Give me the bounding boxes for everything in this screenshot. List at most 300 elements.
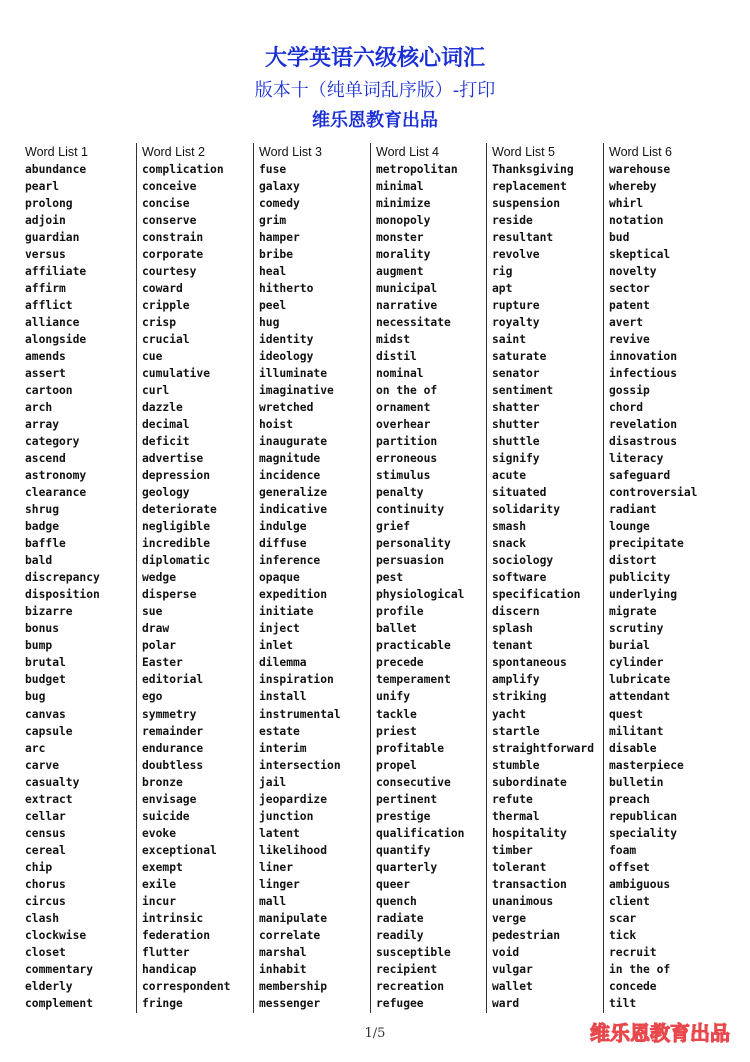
word-item: distort (609, 554, 657, 568)
word-item: profitable (376, 741, 445, 755)
word-item: shutter (492, 418, 540, 432)
word-item: alliance (25, 316, 80, 330)
word-list-4 (370, 143, 487, 1013)
word-item: bud (609, 231, 630, 245)
word-item: bronze (142, 775, 183, 789)
word-item: pedestrian (492, 928, 561, 942)
word-item: wedge (142, 571, 177, 585)
word-item: tenant (492, 639, 533, 653)
word-item: inspiration (259, 673, 334, 687)
word-item: stimulus (376, 469, 431, 483)
word-item: subordinate (492, 775, 567, 789)
word-item: ascend (25, 452, 66, 466)
word-item: elderly (25, 979, 73, 993)
word-item: nominal (376, 367, 424, 381)
word-item: shuttle (492, 435, 540, 449)
word-item: interim (259, 741, 307, 755)
word-item: curl (142, 384, 170, 398)
word-list-title: Word List 2 (142, 145, 205, 159)
word-item: Easter (142, 656, 183, 670)
word-item: innovation (609, 350, 678, 364)
word-item: startle (492, 724, 540, 738)
word-item: sector (609, 282, 650, 296)
word-item: persuasion (376, 554, 445, 568)
word-item: sue (142, 605, 163, 619)
word-item: readily (376, 928, 424, 942)
word-item: affiliate (25, 265, 87, 279)
word-list-3 (253, 143, 370, 1013)
word-list-title: Word List 4 (376, 145, 439, 159)
word-item: constrain (142, 231, 204, 245)
word-item: intrinsic (142, 911, 204, 925)
word-item: hamper (259, 231, 300, 245)
word-item: timber (492, 843, 533, 857)
word-item: hoist (259, 418, 294, 432)
word-item: scar (609, 911, 637, 925)
word-item: grief (376, 520, 411, 534)
word-item: foam (609, 843, 637, 857)
word-item: continuity (376, 503, 445, 517)
word-item: prestige (376, 809, 431, 823)
word-item: latent (259, 826, 300, 840)
word-item: badge (25, 520, 60, 534)
word-item: advertise (142, 452, 204, 466)
word-item: diplomatic (142, 554, 211, 568)
word-item: grim (259, 214, 287, 228)
word-item: attendant (609, 690, 671, 704)
word-item: saint (492, 333, 527, 347)
word-item: replacement (492, 180, 567, 194)
word-item: prolong (25, 197, 73, 211)
word-item: unify (376, 690, 411, 704)
word-list-2 (136, 143, 253, 1013)
word-item: quench (376, 894, 417, 908)
word-item: straightforward (492, 741, 595, 755)
word-item: pest (376, 571, 404, 585)
word-item: ward (492, 996, 520, 1010)
word-item: suspension (492, 197, 561, 211)
word-item: disposition (25, 588, 100, 602)
word-item: incur (142, 894, 177, 908)
word-item: linger (259, 877, 300, 891)
word-item: preach (609, 792, 650, 806)
word-item: exceptional (142, 843, 217, 857)
word-item: quantify (376, 843, 431, 857)
word-item: offset (609, 860, 650, 874)
word-list-5 (486, 143, 604, 1013)
word-item: susceptible (376, 945, 451, 959)
word-item: conceive (142, 180, 197, 194)
word-item: coward (142, 282, 183, 296)
word-item: distil (376, 350, 417, 364)
word-item: bug (25, 690, 46, 704)
word-item: cereal (25, 843, 66, 857)
word-item: ideology (259, 350, 314, 364)
word-item: quest (609, 707, 644, 721)
word-item: rig (492, 265, 513, 279)
word-item: void (492, 945, 520, 959)
word-item: complement (25, 996, 94, 1010)
word-item: morality (376, 248, 431, 262)
word-item: illuminate (259, 367, 328, 381)
word-item: cripple (142, 299, 190, 313)
word-item: suicide (142, 809, 190, 823)
word-item: augment (376, 265, 424, 279)
page-number: 1/5 (364, 1026, 386, 1041)
word-item: afflict (25, 299, 73, 313)
word-item: symmetry (142, 707, 197, 721)
word-item: concise (142, 197, 190, 211)
word-item: solidarity (492, 503, 561, 517)
word-item: verge (492, 911, 527, 925)
word-item: inlet (259, 639, 294, 653)
word-item: splash (492, 622, 533, 636)
word-item: pertinent (376, 792, 438, 806)
word-item: scrutiny (609, 622, 664, 636)
word-item: concede (609, 979, 657, 993)
word-list-title: Word List 3 (259, 145, 322, 159)
word-item: marshal (259, 945, 307, 959)
word-item: novelty (609, 265, 657, 279)
word-item: membership (259, 979, 328, 993)
document-header (0, 42, 750, 136)
word-item: polar (142, 639, 177, 653)
word-item: initiate (259, 605, 314, 619)
word-item: radiant (609, 503, 657, 517)
word-item: senator (492, 367, 540, 381)
word-item: corporate (142, 248, 204, 262)
word-item: indulge (259, 520, 307, 534)
word-item: estate (259, 724, 300, 738)
word-item: likelihood (259, 843, 328, 857)
word-item: avert (609, 316, 644, 330)
word-item: acute (492, 469, 527, 483)
word-item: array (25, 418, 60, 432)
word-item: gossip (609, 384, 650, 398)
word-item: jeopardize (259, 792, 328, 806)
word-item: expedition (259, 588, 328, 602)
word-item: resultant (492, 231, 554, 245)
word-item: inaugurate (259, 435, 328, 449)
word-item: cumulative (142, 367, 211, 381)
word-item: precede (376, 656, 424, 670)
word-item: tackle (376, 707, 417, 721)
word-item: apt (492, 282, 513, 296)
word-item: amends (25, 350, 66, 364)
word-item: thermal (492, 809, 540, 823)
word-item: revelation (609, 418, 678, 432)
word-item: deficit (142, 435, 190, 449)
word-item: ego (142, 690, 163, 704)
word-item: census (25, 826, 66, 840)
word-item: generalize (259, 486, 328, 500)
word-item: safeguard (609, 469, 671, 483)
word-item: metropolitan (376, 163, 458, 176)
word-item: underlying (609, 588, 678, 602)
word-item: deteriorate (142, 503, 217, 517)
word-item: on the of (376, 384, 438, 398)
word-item: fringe (142, 996, 183, 1010)
document-publisher: 维乐恩教育出品 (312, 110, 438, 131)
word-item: quarterly (376, 860, 438, 874)
word-item: spontaneous (492, 656, 567, 670)
word-lists (0, 143, 750, 1013)
word-item: inject (259, 622, 300, 636)
word-item: recreation (376, 979, 445, 993)
word-item: yacht (492, 707, 527, 721)
word-item: correlate (259, 928, 321, 942)
word-item: minimal (376, 180, 424, 194)
word-item: cue (142, 350, 163, 364)
word-item: specification (492, 588, 581, 602)
word-item: doubtless (142, 758, 204, 772)
word-item: militant (609, 724, 664, 738)
publisher-watermark: 维乐恩教育出品 (590, 1021, 730, 1045)
word-item: casualty (25, 775, 80, 789)
word-item: sociology (492, 554, 554, 568)
word-item: bulletin (609, 775, 664, 789)
word-item: stumble (492, 758, 540, 772)
word-item: comedy (259, 197, 300, 211)
word-item: decimal (142, 418, 190, 432)
word-item: burial (609, 639, 650, 653)
word-item: discrepancy (25, 571, 100, 585)
word-item: shrug (25, 503, 60, 517)
word-item: signify (492, 452, 540, 466)
word-item: refute (492, 792, 533, 806)
word-item: bizarre (25, 605, 73, 619)
word-item: arch (25, 401, 53, 415)
word-item: striking (492, 690, 547, 704)
word-item: alongside (25, 333, 87, 347)
word-item: patent (609, 299, 650, 313)
word-item: peel (259, 299, 287, 313)
document-title: 大学英语六级核心词汇 (264, 46, 485, 71)
word-item: extract (25, 792, 73, 806)
word-item: guardian (25, 231, 80, 245)
word-item: inference (259, 554, 321, 568)
word-item: minimize (376, 197, 431, 211)
word-item: mall (259, 894, 287, 908)
word-item: commentary (25, 962, 94, 976)
word-item: cellar (25, 809, 66, 823)
word-item: bonus (25, 622, 60, 636)
word-item: versus (25, 248, 66, 262)
word-item: in the of (609, 962, 671, 976)
word-item: queer (376, 877, 411, 891)
word-item: correspondent (142, 979, 231, 993)
word-item: inhabit (259, 962, 307, 976)
word-item: partition (376, 435, 438, 449)
word-item: pearl (25, 180, 60, 194)
word-item: baffle (25, 537, 66, 551)
word-list-title: Word List 1 (25, 145, 88, 159)
word-item: ballet (376, 622, 417, 636)
word-item: transaction (492, 877, 567, 891)
word-item: qualification (376, 826, 465, 840)
word-item: physiological (376, 588, 465, 602)
word-item: smash (492, 520, 527, 534)
word-item: bribe (259, 248, 294, 262)
word-item: galaxy (259, 180, 300, 194)
word-item: affirm (25, 282, 66, 296)
word-item: Thanksgiving (492, 163, 574, 176)
word-item: brutal (25, 656, 66, 670)
word-item: assert (25, 367, 66, 381)
word-item: category (25, 435, 80, 449)
word-item: sentiment (492, 384, 554, 398)
word-item: personality (376, 537, 451, 551)
word-item: lubricate (609, 673, 671, 687)
word-item: penalty (376, 486, 424, 500)
word-item: vulgar (492, 962, 533, 976)
word-item: saturate (492, 350, 547, 364)
word-item: whereby (609, 180, 657, 194)
word-item: priest (376, 724, 417, 738)
word-item: envisage (142, 792, 197, 806)
word-item: tick (609, 928, 637, 942)
word-item: controversial (609, 486, 698, 500)
word-item: infectious (609, 367, 678, 381)
word-item: identity (259, 333, 314, 347)
word-item: reside (492, 214, 533, 228)
word-item: masterpiece (609, 758, 684, 772)
word-item: dazzle (142, 401, 183, 415)
word-item: whirl (609, 197, 644, 211)
word-item: budget (25, 673, 66, 687)
word-item: intersection (259, 758, 341, 772)
word-item: radiate (376, 911, 424, 925)
word-item: indicative (259, 503, 328, 517)
word-item: consecutive (376, 775, 451, 789)
word-item: temperament (376, 673, 451, 687)
word-item: install (259, 690, 307, 704)
word-item: abundance (25, 163, 87, 176)
word-item: fuse (259, 163, 287, 176)
word-item: royalty (492, 316, 540, 330)
word-item: canvas (25, 707, 66, 721)
word-item: dilemma (259, 656, 307, 670)
word-list-title: Word List 6 (609, 145, 672, 159)
word-item: propel (376, 758, 417, 772)
word-item: migrate (609, 605, 657, 619)
word-item: disable (609, 741, 657, 755)
word-item: amplify (492, 673, 540, 687)
word-item: capsule (25, 724, 73, 738)
word-item: arc (25, 741, 46, 755)
word-item: precipitate (609, 537, 684, 551)
word-item: negligible (142, 520, 211, 534)
word-item: disastrous (609, 435, 678, 449)
word-item: circus (25, 894, 66, 908)
word-item: tolerant (492, 860, 547, 874)
word-item: revive (609, 333, 650, 347)
word-item: manipulate (259, 911, 328, 925)
word-item: evoke (142, 826, 177, 840)
word-item: instrumental (259, 707, 341, 721)
word-item: municipal (376, 282, 438, 296)
word-item: chord (609, 401, 644, 415)
word-item: lounge (609, 520, 650, 534)
word-item: republican (609, 809, 678, 823)
word-item: astronomy (25, 469, 87, 483)
word-item: exempt (142, 860, 183, 874)
word-item: carve (25, 758, 60, 772)
word-item: disperse (142, 588, 197, 602)
word-item: notation (609, 214, 664, 228)
word-item: geology (142, 486, 190, 500)
word-item: hitherto (259, 282, 314, 296)
word-item: recipient (376, 962, 438, 976)
word-item: depression (142, 469, 211, 483)
word-item: crisp (142, 316, 177, 330)
word-item: clockwise (25, 928, 87, 942)
word-item: jail (259, 775, 287, 789)
word-item: ambiguous (609, 877, 671, 891)
word-item: wretched (259, 401, 314, 415)
word-item: junction (259, 809, 314, 823)
word-item: overhear (376, 418, 431, 432)
word-item: tilt (609, 996, 637, 1010)
word-item: monster (376, 231, 424, 245)
word-item: adjoin (25, 214, 66, 228)
word-item: client (609, 894, 650, 908)
word-item: bump (25, 639, 53, 653)
word-item: messenger (259, 996, 321, 1010)
word-item: incredible (142, 537, 211, 551)
word-item: imaginative (259, 384, 334, 398)
word-item: hug (259, 316, 280, 330)
word-item: shatter (492, 401, 540, 415)
word-list-1 (25, 143, 135, 1013)
word-item: remainder (142, 724, 204, 738)
word-item: snack (492, 537, 527, 551)
word-item: cartoon (25, 384, 73, 398)
word-item: closet (25, 945, 66, 959)
word-item: clearance (25, 486, 87, 500)
word-item: draw (142, 622, 170, 636)
word-item: flutter (142, 945, 190, 959)
word-item: situated (492, 486, 547, 500)
word-item: literacy (609, 452, 664, 466)
word-item: practicable (376, 639, 451, 653)
word-item: chip (25, 860, 53, 874)
document-subtitle: 版本十（纯单词乱序版）-打印 (254, 80, 496, 101)
word-item: discern (492, 605, 540, 619)
word-item: speciality (609, 826, 678, 840)
word-list-title: Word List 5 (492, 145, 555, 159)
word-item: bald (25, 554, 53, 568)
word-item: refugee (376, 996, 424, 1010)
word-item: recruit (609, 945, 657, 959)
word-item: courtesy (142, 265, 197, 279)
word-item: software (492, 571, 547, 585)
word-item: endurance (142, 741, 204, 755)
word-item: necessitate (376, 316, 451, 330)
word-item: chorus (25, 877, 66, 891)
word-item: rupture (492, 299, 540, 313)
word-item: narrative (376, 299, 438, 313)
word-item: exile (142, 877, 177, 891)
word-item: unanimous (492, 894, 554, 908)
word-item: warehouse (609, 163, 671, 176)
word-item: wallet (492, 979, 533, 993)
word-item: ornament (376, 401, 431, 415)
word-item: magnitude (259, 452, 321, 466)
word-item: editorial (142, 673, 204, 687)
word-item: handicap (142, 962, 197, 976)
word-item: federation (142, 928, 211, 942)
